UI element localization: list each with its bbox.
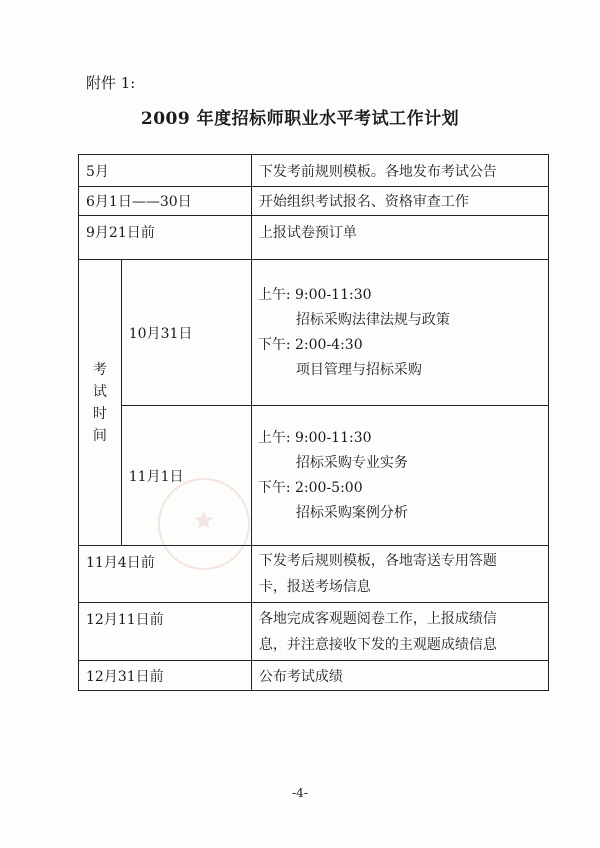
table-row: [79, 546, 549, 603]
task-line: 息，并注意接收下发的主观题成绩信息: [258, 636, 497, 653]
task-line: 下发考后规则模板，各地寄送专用答题: [258, 553, 497, 569]
afternoon-time: 下午: 2:00-4:30: [257, 336, 363, 353]
table-row: [79, 155, 549, 187]
exam-row-day2: [79, 406, 549, 546]
table-row: [79, 603, 549, 661]
morning-subject: 招标采购专业实务: [295, 454, 408, 471]
afternoon-subject: 项目管理与招标采购: [295, 361, 422, 378]
date-cell: 5月: [79, 155, 252, 187]
afternoon-time: 下午: 2:00-5:00: [257, 479, 363, 496]
exam-label-char: 考: [92, 361, 107, 378]
page-number: -4-: [292, 786, 308, 800]
exam-date-cell: 10月31日: [121, 260, 251, 406]
date-cell: 12月31日前: [79, 661, 252, 691]
task-cell: [251, 661, 548, 691]
table-row: [79, 661, 549, 691]
task-cell: 开始组织考试报名、资格审查工作: [251, 187, 548, 216]
date-cell: 9月21日前: [79, 216, 252, 260]
task-cell: 下发考前规则模板。各地发布考试公告: [251, 155, 548, 187]
table-row: [79, 187, 549, 216]
exam-label-char: 间: [92, 427, 107, 444]
afternoon-subject: 招标采购案例分析: [295, 504, 408, 521]
exam-session-cell: [251, 260, 548, 406]
table-row: [79, 216, 549, 260]
document-title: 2009 年度招标师职业水平考试工作计划: [140, 109, 460, 129]
task-line: 卡，报送考场信息: [258, 579, 371, 595]
exam-date-cell: 11月1日: [121, 406, 251, 546]
date-cell: 6月1日——30日: [79, 187, 252, 216]
morning-time: 上午: 9:00-11:30: [257, 429, 372, 446]
exam-time-label: [79, 260, 122, 546]
task-cell: [251, 603, 548, 661]
morning-time: 上午: 9:00-11:30: [257, 286, 372, 303]
date-cell: 12月11日前: [79, 603, 252, 661]
seal-star-icon: ★: [192, 506, 216, 536]
exam-label-char: 试: [92, 383, 107, 400]
task-line: 公布考试成绩: [258, 668, 343, 685]
exam-session-cell: [251, 406, 548, 546]
exam-row-day1: [79, 260, 549, 406]
schedule-table: [78, 154, 549, 691]
attachment-label: 附件 1:: [86, 74, 136, 92]
morning-subject: 招标采购法律法规与政策: [295, 311, 450, 328]
date-cell: 11月4日前: [79, 546, 252, 603]
task-cell: 上报试卷预订单: [251, 216, 548, 260]
task-line: 各地完成客观题阅卷工作，上报成绩信: [258, 610, 497, 627]
exam-label-char: 时: [92, 405, 107, 422]
task-cell: [251, 546, 548, 603]
